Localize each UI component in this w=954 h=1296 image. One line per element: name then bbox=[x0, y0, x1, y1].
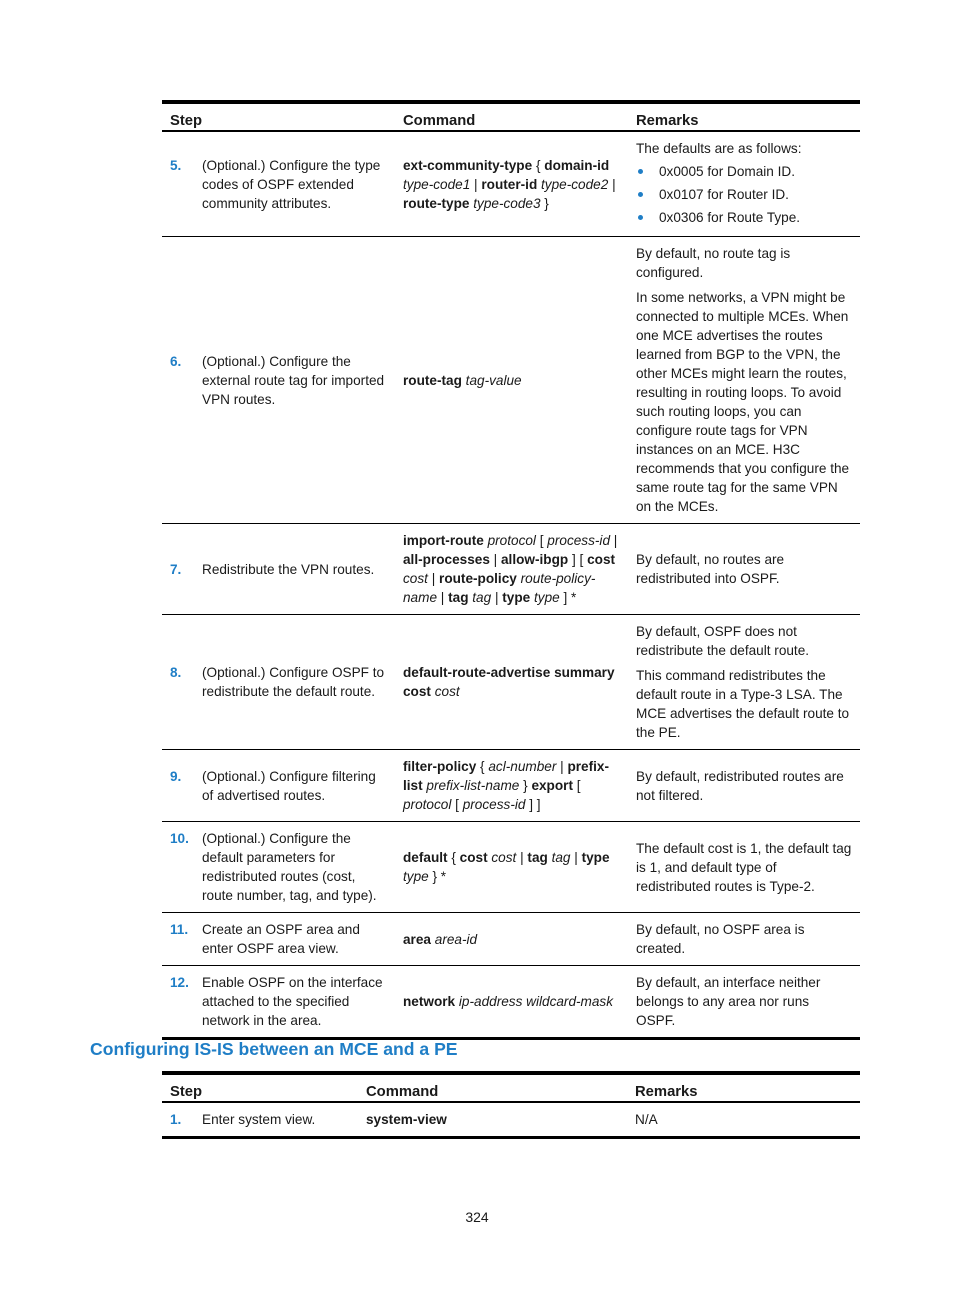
step-number: 1. bbox=[170, 1112, 182, 1127]
step-description: Enable OSPF on the interface attached to the specified network in the area. bbox=[202, 975, 383, 1028]
table-row bbox=[162, 966, 860, 1039]
command-argument: area-id bbox=[430, 931, 478, 947]
remarks-cell bbox=[628, 131, 860, 237]
table-row bbox=[162, 750, 860, 822]
remarks-paragraph: N/A bbox=[635, 1112, 658, 1127]
command-argument: tag bbox=[468, 590, 492, 605]
remarks-cell bbox=[628, 524, 860, 615]
header-remarks: Remarks bbox=[636, 113, 699, 129]
step-description: Enter system view. bbox=[202, 1112, 316, 1127]
command-argument: cost bbox=[403, 552, 619, 586]
step-description: (Optional.) Configure filtering of advertised routes. bbox=[202, 768, 376, 803]
step-number: 9. bbox=[170, 768, 182, 784]
step-description: (Optional.) Configure the external route tag for imported VPN routes. bbox=[202, 353, 385, 407]
table-row bbox=[162, 913, 860, 966]
command-argument: type-code3 bbox=[469, 195, 541, 211]
step-cell bbox=[162, 1102, 358, 1138]
header-remarks: Remarks bbox=[635, 1084, 698, 1100]
step-description: (Optional.) Configure the default parameters for redistributed routes (cost, route number, tag, and type). bbox=[202, 831, 377, 903]
remarks-paragraph: By default, no routes are redistributed into OSPF. bbox=[636, 552, 785, 586]
command-keyword: tag bbox=[448, 590, 469, 605]
command-keyword: default-route-advertise summary cost bbox=[403, 665, 619, 699]
step-number: 12. bbox=[170, 975, 189, 990]
command-argument: protocol bbox=[403, 797, 452, 812]
header-step: Step bbox=[170, 113, 203, 129]
page-number: 324 bbox=[465, 1209, 489, 1225]
command-syntax: } * bbox=[428, 869, 447, 884]
step-number: 7. bbox=[170, 561, 182, 577]
header-step: Step bbox=[170, 1084, 203, 1100]
ospf-config-steps-table bbox=[162, 100, 860, 1040]
command-syntax: ] [ bbox=[568, 552, 588, 567]
command-syntax: | bbox=[570, 850, 582, 865]
remarks-paragraph: In some networks, a VPN might be connected to multiple MCEs. When one MCE advertises the routes learned from BGP to the VPN, the other MCEs might learn the routes, resulting in routing loops. To avoid such routing loops, you can configure route tags for VPN instances on an MCE. H3C recommends that you configure the same route tag for the same VPN on the MCEs. bbox=[636, 290, 850, 514]
remarks-paragraph: By default, redistributed routes are not filtered. bbox=[636, 768, 844, 803]
remarks-cell bbox=[628, 237, 860, 524]
command-keyword: allow-ibgp bbox=[501, 552, 569, 567]
command-syntax: [ bbox=[451, 797, 463, 812]
command-keyword: area bbox=[403, 931, 431, 947]
header-command: Command bbox=[366, 1084, 439, 1100]
remarks-paragraph: By default, no route tag is configured. bbox=[636, 246, 791, 280]
command-syntax: | bbox=[556, 759, 568, 774]
command-cell bbox=[395, 237, 628, 524]
command-keyword: all-processes bbox=[403, 552, 490, 567]
step-description: Redistribute the VPN routes. bbox=[202, 561, 375, 577]
command-argument: tag bbox=[547, 850, 571, 865]
command-keyword: prefix-list bbox=[403, 759, 609, 793]
step-number: 8. bbox=[170, 665, 182, 680]
remarks-list bbox=[636, 160, 852, 229]
step-description: (Optional.) Configure the type codes of OSPF extended community attributes. bbox=[202, 157, 381, 211]
command-keyword: cost bbox=[587, 552, 616, 567]
command-cell bbox=[395, 524, 628, 615]
command-keyword: route-policy bbox=[439, 571, 517, 586]
command-keyword: router-id bbox=[481, 176, 538, 192]
command-keyword: route-type bbox=[403, 195, 470, 211]
command-keyword: ext-community-type bbox=[403, 157, 533, 173]
command-cell bbox=[395, 131, 628, 237]
command-keyword: type bbox=[502, 590, 531, 605]
remarks-cell bbox=[628, 615, 860, 750]
remarks-list-item: 0x0306 for Route Type. bbox=[636, 206, 852, 229]
command-argument: tag-value bbox=[461, 372, 522, 388]
command-argument: type bbox=[530, 590, 560, 605]
remarks-cell bbox=[628, 913, 860, 966]
section-heading: Configuring IS-IS between an MCE and a PE bbox=[90, 1039, 458, 1059]
step-number: 6. bbox=[170, 353, 182, 369]
command-keyword: domain-id bbox=[544, 157, 610, 173]
command-keyword: tag bbox=[527, 850, 548, 865]
command-keyword: cost bbox=[459, 850, 488, 865]
step-cell bbox=[162, 524, 395, 615]
step-cell bbox=[162, 822, 395, 913]
command-syntax: ] * bbox=[559, 590, 577, 605]
table-header-row bbox=[162, 102, 860, 131]
command-argument: process-id bbox=[462, 797, 526, 812]
command-keyword: system-view bbox=[366, 1112, 447, 1127]
remarks-list-item: 0x0107 for Router ID. bbox=[636, 183, 852, 206]
remarks-cell bbox=[628, 750, 860, 822]
table-row bbox=[162, 615, 860, 750]
isis-config-steps-table bbox=[162, 1071, 860, 1139]
step-cell bbox=[162, 131, 395, 237]
command-argument: type-code1 bbox=[403, 157, 613, 192]
command-syntax: [ bbox=[535, 533, 548, 548]
step-description: (Optional.) Configure OSPF to redistribute the default route. bbox=[202, 665, 385, 699]
command-argument: ip-address wildcard-mask bbox=[455, 994, 614, 1009]
remarks-paragraph: By default, an interface neither belongs to any area nor runs OSPF. bbox=[636, 975, 821, 1028]
command-syntax: [ bbox=[572, 778, 585, 793]
command-argument: acl-number bbox=[488, 759, 557, 774]
command-argument: cost bbox=[430, 684, 460, 699]
command-syntax: | bbox=[470, 176, 482, 192]
command-cell bbox=[358, 1102, 627, 1138]
table-row bbox=[162, 237, 860, 524]
command-syntax: { bbox=[476, 759, 489, 774]
command-argument: route-policy-name bbox=[403, 571, 596, 605]
table-row bbox=[162, 131, 860, 237]
command-argument: type-code2 bbox=[537, 176, 609, 192]
step-cell bbox=[162, 615, 395, 750]
command-syntax: } bbox=[540, 195, 549, 211]
command-syntax: | bbox=[608, 176, 620, 192]
step-cell bbox=[162, 750, 395, 822]
remarks-paragraph: The default cost is 1, the default tag is 1, and default type of redistributed routes is Type-2. bbox=[636, 840, 852, 894]
step-number: 10. bbox=[170, 831, 189, 846]
command-keyword: import-route bbox=[403, 533, 484, 548]
table-row bbox=[162, 822, 860, 913]
command-keyword: network bbox=[403, 994, 456, 1009]
remarks-paragraph: This command redistributes the default route in a Type-3 LSA. The MCE advertises the default route to the PE. bbox=[636, 668, 850, 740]
command-syntax: | bbox=[437, 590, 449, 605]
command-cell bbox=[395, 913, 628, 966]
command-cell bbox=[395, 822, 628, 913]
remarks-paragraph: By default, no OSPF area is created. bbox=[636, 922, 805, 956]
command-argument: protocol bbox=[483, 533, 536, 548]
step-number: 11. bbox=[170, 922, 189, 937]
command-cell bbox=[395, 615, 628, 750]
command-syntax: ] ] bbox=[525, 797, 541, 812]
remarks-list-item: 0x0005 for Domain ID. bbox=[636, 160, 852, 183]
step-cell bbox=[162, 913, 395, 966]
table-row bbox=[162, 524, 860, 615]
step-description: Create an OSPF area and enter OSPF area view. bbox=[202, 922, 360, 956]
command-argument: cost bbox=[487, 850, 517, 865]
remarks-cell bbox=[627, 1102, 860, 1138]
step-number: 5. bbox=[170, 157, 182, 173]
command-argument: prefix-list-name bbox=[422, 778, 520, 793]
step-cell bbox=[162, 966, 395, 1039]
command-cell bbox=[395, 750, 628, 822]
command-keyword: type bbox=[581, 850, 610, 865]
remarks-paragraph: By default, OSPF does not redistribute the default route. bbox=[636, 624, 810, 658]
remarks-paragraph: The defaults are as follows: bbox=[636, 141, 802, 156]
command-syntax: | bbox=[489, 552, 501, 567]
command-argument: process-id bbox=[547, 533, 611, 548]
command-syntax: { bbox=[532, 157, 545, 173]
command-keyword: filter-policy bbox=[403, 759, 477, 774]
remarks-cell bbox=[628, 966, 860, 1039]
command-syntax: | bbox=[516, 850, 528, 865]
table-row bbox=[162, 1102, 860, 1138]
command-keyword: default bbox=[403, 850, 448, 865]
command-cell bbox=[395, 966, 628, 1039]
command-syntax: | bbox=[491, 590, 503, 605]
table-header-row bbox=[162, 1073, 860, 1102]
command-keyword: route-tag bbox=[403, 372, 462, 388]
step-cell bbox=[162, 237, 395, 524]
command-syntax: } bbox=[519, 778, 532, 793]
remarks-cell bbox=[628, 822, 860, 913]
command-syntax: | bbox=[610, 533, 622, 548]
command-keyword: export bbox=[531, 778, 573, 793]
command-syntax: { bbox=[447, 850, 460, 865]
header-command: Command bbox=[403, 113, 476, 129]
command-argument: type bbox=[403, 850, 614, 884]
command-syntax: | bbox=[427, 571, 440, 586]
